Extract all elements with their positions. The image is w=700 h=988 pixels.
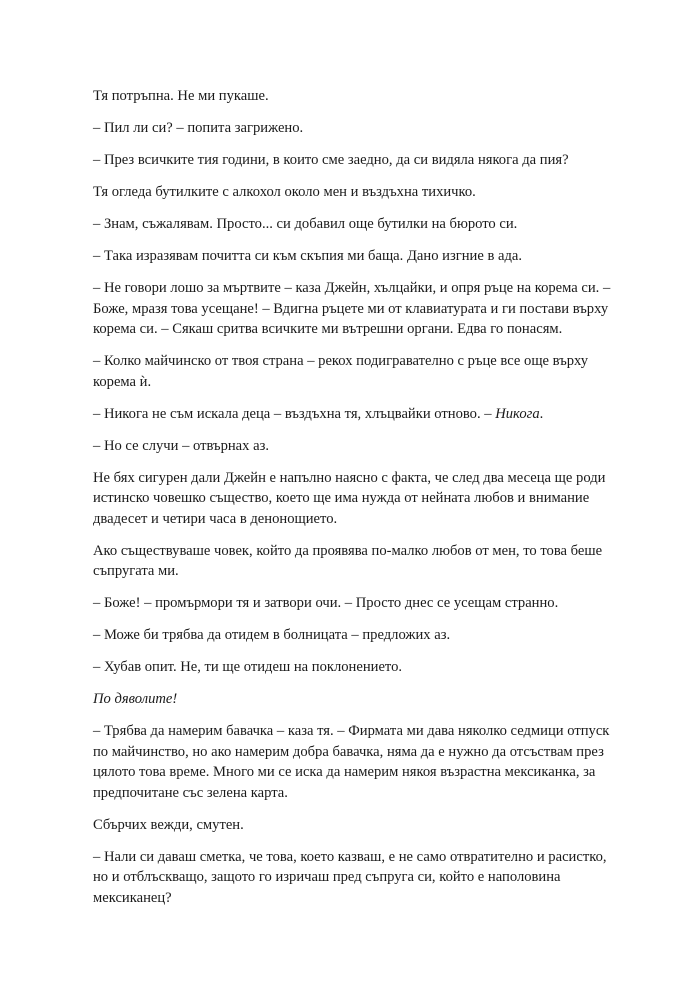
text-segment: – През всичките тия години, в които сме заедно, да си видяла някога да пия? xyxy=(93,152,569,168)
text-segment: – Знам, съжалявам. Просто... си добавил още бутилки на бюрото си. xyxy=(93,216,518,232)
paragraph xyxy=(93,815,623,836)
text-segment: – Боже! – промърмори тя и затвори очи. – Просто днес се усещам странно. xyxy=(93,595,559,611)
italic-text-segment: По дяволите! xyxy=(93,691,178,707)
paragraph xyxy=(93,182,623,203)
paragraph xyxy=(93,351,623,392)
text-segment: – Пил ли си? – попита загрижено. xyxy=(93,120,304,136)
paragraph xyxy=(93,404,623,425)
paragraph xyxy=(93,214,623,235)
paragraph xyxy=(93,436,623,457)
paragraph xyxy=(93,689,623,710)
paragraph xyxy=(93,86,623,107)
text-segment: Не бях сигурен дали Джейн е напълно наясно с факта, че след два месеца ще роди истинско човешко същество, което ще има нужда от нейната любов и внимание двадесет и четири часа в денонощието. xyxy=(93,469,606,527)
text-segment: . xyxy=(539,405,544,422)
paragraph xyxy=(93,657,623,678)
text-segment: – Така изразявам почитта си към скъпия ми баща. Дано изгние в ада. xyxy=(93,248,523,264)
paragraph xyxy=(93,541,623,582)
text-segment: – Никога не съм искала деца – въздъхна тя, хлъцвайки отново. – xyxy=(93,405,496,422)
text-segment: Тя потръпна. Не ми пукаше. xyxy=(93,88,269,104)
paragraph xyxy=(93,847,623,909)
document-text-body xyxy=(93,86,623,920)
text-segment: – Но се случи – отвърнах аз. xyxy=(93,437,269,454)
text-segment: – Не говори лошо за мъртвите – каза Джейн, хълцайки, и опря ръце на корема си. – Боже, мразя това усещане! – Вдигна ръцете ми от клавиатурата и ги постави върху корема си. – Сякаш сритва всичките ми вътрешни органи. Едва го понасям. xyxy=(93,280,611,337)
paragraph xyxy=(93,278,623,340)
paragraph xyxy=(93,246,623,267)
text-segment: Ако съществуваше човек, който да проявява по-малко любов от мен, то това беше съпругата ми. xyxy=(93,542,603,579)
text-segment: – Може би трябва да отидем в болницата – предложих аз. xyxy=(93,627,451,643)
paragraph xyxy=(93,625,623,646)
paragraph xyxy=(93,118,623,139)
paragraph xyxy=(93,150,623,171)
paragraph xyxy=(93,468,623,530)
text-segment: Тя огледа бутилките с алкохол около мен и въздъхна тихичко. xyxy=(93,184,476,200)
text-segment: Сбърчих вежди, смутен. xyxy=(93,816,244,833)
text-segment: – Трябва да намерим бавачка – каза тя. – Фирмата ми дава няколко седмици отпуск по майчинство, но ако намерим добра бавачка, няма да е нужно да отсъствам през цялото това време. Много ми се иска да намерим някоя възрастна мексиканка, за предпочитане със зелена карта. xyxy=(93,723,610,801)
italic-text-segment: Никога xyxy=(495,405,540,422)
paragraph xyxy=(93,721,623,803)
text-segment: – Хубав опит. Не, ти ще отидеш на поклонението. xyxy=(93,659,403,675)
text-segment: – Колко майчинско от твоя страна – рекох подигравателно с ръце все още върху корема ѝ. xyxy=(93,353,589,390)
paragraph xyxy=(93,593,623,614)
text-segment: – Нали си даваш сметка, че това, което казваш, е не само отвратително и расистко, но и отблъскващо, защото го изричаш пред съпруга си, който е наполовина мексиканец? xyxy=(93,848,607,906)
